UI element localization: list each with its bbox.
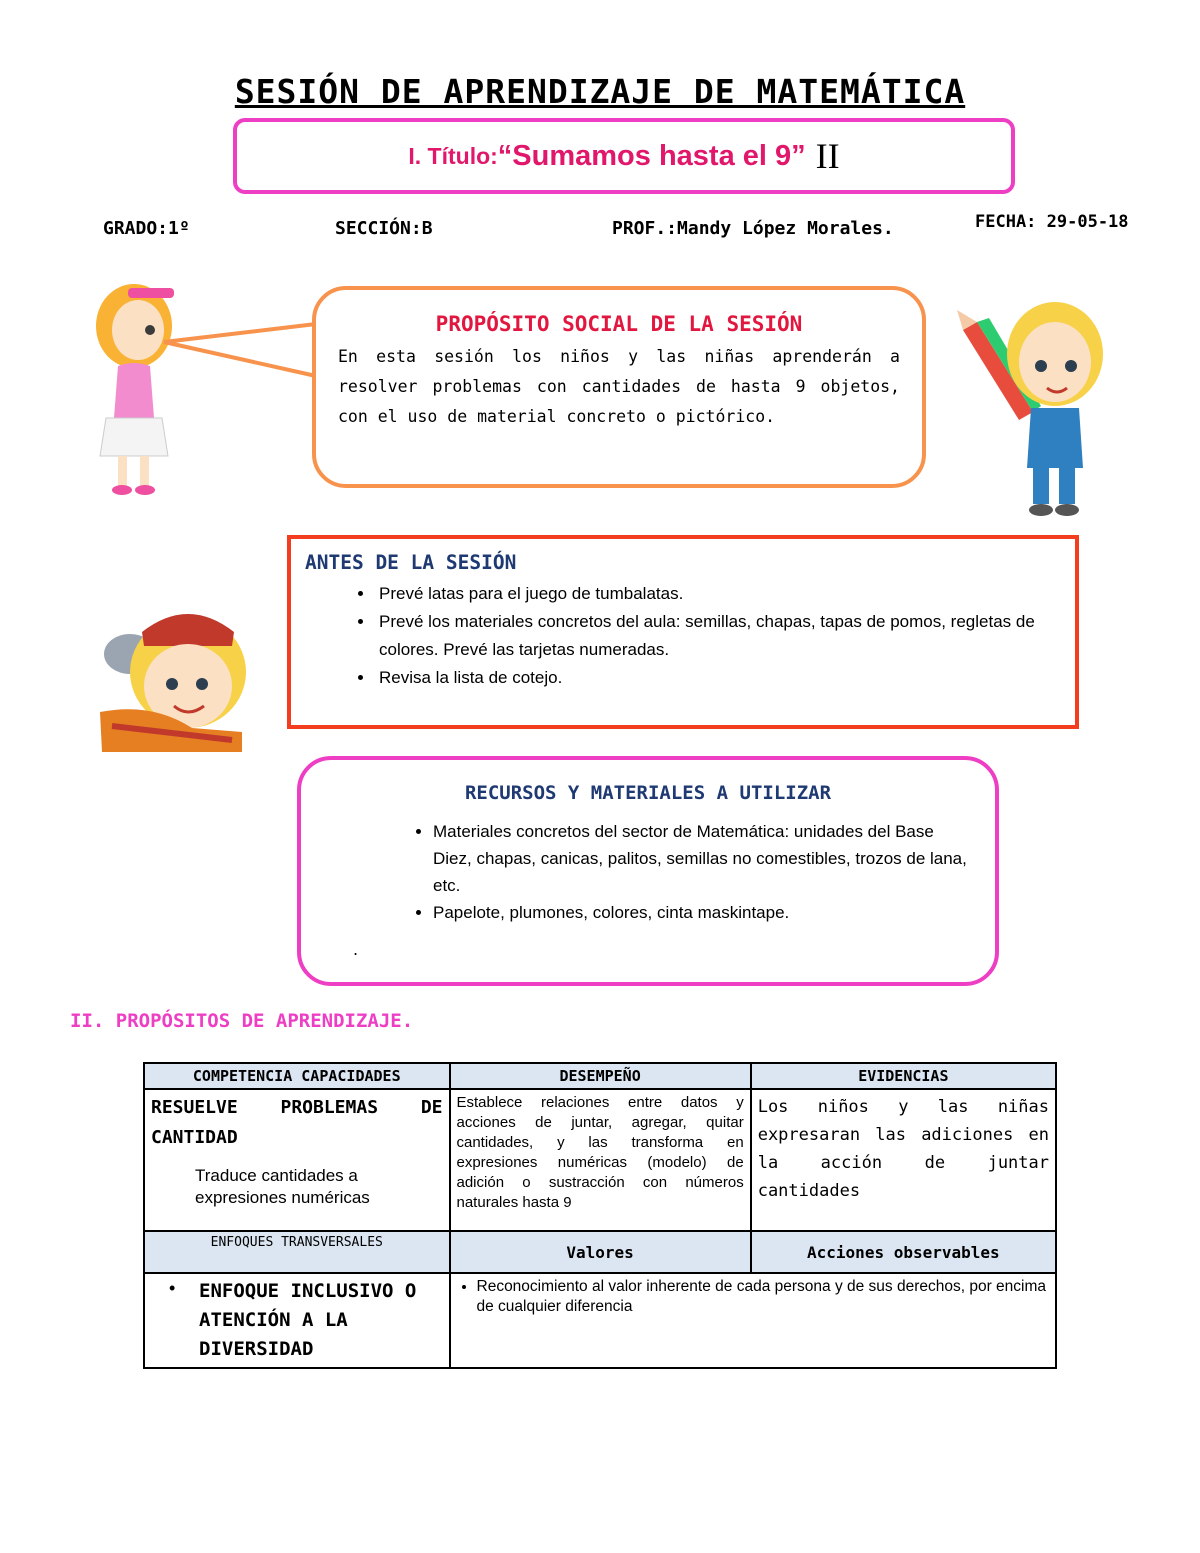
list-item: • Revisa la lista de cotejo. [375, 664, 1075, 692]
teacher-label: PROF.:Mandy López Morales. [612, 218, 894, 239]
date-label: FECHA: 29-05-18 [975, 212, 1129, 232]
competencia-cell [144, 1089, 450, 1231]
speech-bubble-tail [160, 320, 320, 380]
header-valores: Valores [450, 1231, 751, 1273]
list-item: • Reconocimiento al valor inherente de cada persona y de sus derechos, por encima de cualquier diferencia [477, 1277, 1050, 1317]
table-header-row [144, 1063, 1056, 1089]
title-suffix: II [815, 136, 840, 176]
learning-purposes-heading: II. PROPÓSITOS DE APRENDIZAJE. [70, 1010, 414, 1032]
header-acciones: Acciones observables [751, 1231, 1056, 1273]
boy-with-pencil-illustration [955, 292, 1115, 520]
list-item: • Materiales concretos del sector de Matemática: unidades del Base Diez, chapas, canicas, palitos, semillas no comestibles, trozos de lana, etc. [433, 818, 971, 899]
trailing-dot: . [353, 940, 359, 959]
enfoque-cell [144, 1273, 450, 1368]
valor-cell [450, 1273, 1057, 1368]
before-session-list [291, 580, 1075, 692]
title-label: I. Título: [408, 142, 498, 169]
competencia-title: RESUELVE PROBLEMAS DE CANTIDAD [151, 1097, 443, 1148]
session-title-box [233, 118, 1015, 194]
list-item: • Prevé los materiales concretos del aula: semillas, chapas, tapas de pomos, regletas de colores. Prevé las tarjetas numeradas. [375, 608, 1075, 664]
before-session-box [287, 535, 1079, 729]
capacidad-text: Traduce cantidades a expresiones numéricas [195, 1166, 370, 1207]
title-value: “Sumamos hasta el 9” [497, 139, 806, 172]
resources-heading: RECURSOS Y MATERIALES A UTILIZAR [464, 782, 832, 804]
grade-label: GRADO:1º [103, 218, 190, 239]
bullet-icon: • [169, 1278, 176, 1298]
before-session-heading: ANTES DE LA SESIÓN [305, 551, 517, 574]
girl-illustration [88, 268, 178, 500]
header-competencia: COMPETENCIA CAPACIDADES [144, 1063, 450, 1089]
social-purpose-heading: PROPÓSITO SOCIAL DE LA SESIÓN [435, 312, 803, 336]
table-row [144, 1089, 1056, 1231]
section-label: SECCIÓN:B [335, 218, 433, 239]
header-evidencias: EVIDENCIAS [751, 1063, 1056, 1089]
document-title: SESIÓN DE APRENDIZAJE DE MATEMÁTICA [234, 72, 966, 111]
table-header-row [144, 1231, 1056, 1273]
list-item: • Prevé latas para el juego de tumbalatas. [375, 580, 1075, 608]
enfoque-title: ENFOQUE INCLUSIVO O ATENCIÓN A LA DIVERSIDAD [199, 1280, 417, 1360]
social-purpose-box [312, 286, 926, 488]
social-purpose-text: En esta sesión los niños y las niñas aprenderán a resolver problemas con cantidades de hasta 9 objetos, con el uso de material concreto o pictórico. [338, 347, 900, 426]
learning-purposes-table [143, 1062, 1057, 1369]
table-row [144, 1273, 1056, 1368]
desempeno-cell: Establece relaciones entre datos y acciones de juntar, agregar, quitar cantidades, y las transforma en expresiones numéricas (modelo) de adición o sustracción con números naturales hasta 9 [450, 1089, 751, 1231]
resources-box [297, 756, 999, 986]
boy-lying-illustration [92, 602, 257, 754]
list-item: • Papelote, plumones, colores, cinta maskintape. [433, 899, 971, 926]
header-enfoques: ENFOQUES TRANSVERSALES [144, 1231, 450, 1273]
evidencias-cell: Los niños y las niñas expresaran las adiciones en la acción de juntar cantidades [751, 1089, 1056, 1231]
resources-list [301, 818, 995, 926]
valor-list [457, 1277, 1050, 1317]
header-desempeno: DESEMPEÑO [450, 1063, 751, 1089]
